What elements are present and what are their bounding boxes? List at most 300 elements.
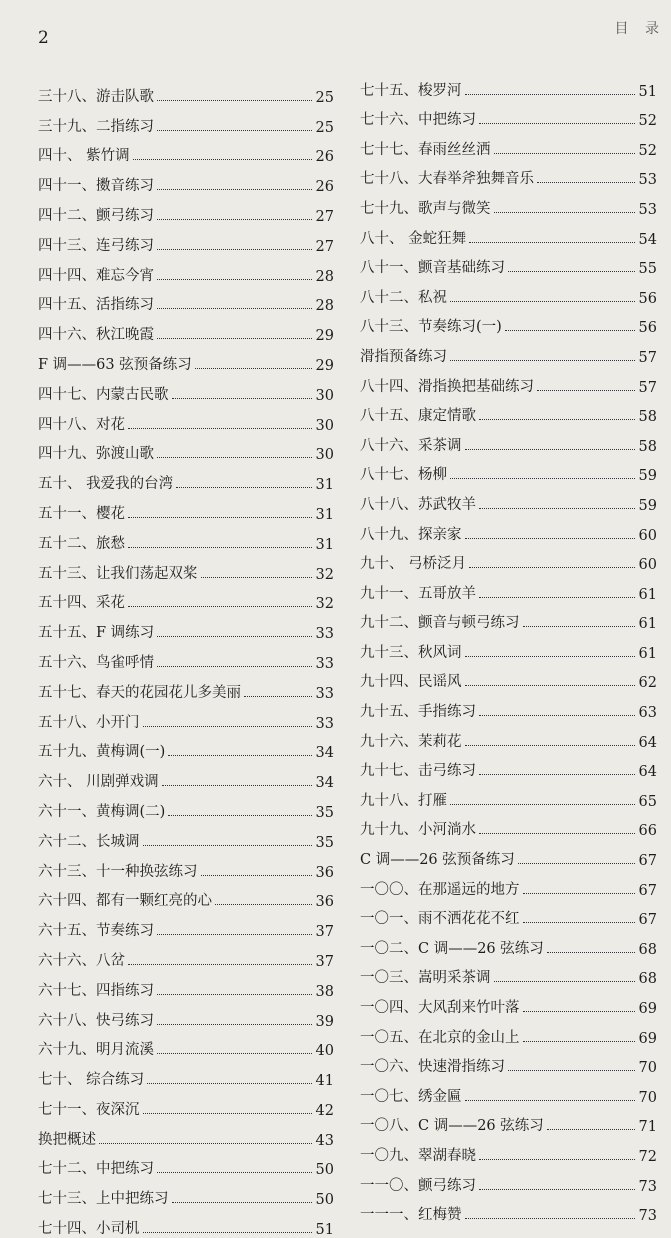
dot-leader xyxy=(465,1218,635,1219)
toc-entry-page: 67 xyxy=(638,882,657,899)
toc-entry-page: 58 xyxy=(638,409,657,426)
toc-entry xyxy=(38,553,334,583)
toc-entry xyxy=(38,195,334,225)
toc-entry-page: 60 xyxy=(638,527,657,544)
toc-entry-title: 六十六、八岔 xyxy=(38,952,125,969)
toc-entry-page: 61 xyxy=(638,645,657,662)
dot-leader xyxy=(465,656,635,657)
toc-entry-title: 八十四、滑指换把基础练习 xyxy=(360,378,534,395)
dot-leader xyxy=(157,666,312,667)
dot-leader xyxy=(479,1159,635,1160)
toc-entry xyxy=(360,810,657,840)
toc-entry-title: 五十六、鸟雀呼情 xyxy=(38,654,154,671)
toc-entry-page: 70 xyxy=(638,1060,657,1077)
dot-leader xyxy=(523,1011,635,1012)
toc-entry xyxy=(38,76,334,106)
toc-entry xyxy=(360,336,657,366)
dot-leader xyxy=(128,964,312,965)
toc-entry-page: 69 xyxy=(638,1030,657,1047)
dot-leader xyxy=(465,94,635,95)
toc-entry xyxy=(38,106,334,136)
toc-entry xyxy=(38,1208,334,1238)
toc-entry-page: 67 xyxy=(638,853,657,870)
toc-entry-page: 25 xyxy=(315,89,334,106)
toc-entry-title: 一〇九、翠湖春晓 xyxy=(360,1147,476,1164)
toc-entry xyxy=(38,940,334,970)
toc-entry-title: 六十一、黄梅调(二) xyxy=(38,803,166,820)
dot-leader xyxy=(128,428,312,429)
toc-entry-page: 33 xyxy=(315,715,334,732)
toc-entry xyxy=(38,612,334,642)
dot-leader xyxy=(201,875,312,876)
toc-entry-title: 九十七、击弓练习 xyxy=(360,763,476,780)
dot-leader xyxy=(469,242,634,243)
dot-leader xyxy=(465,1100,635,1101)
toc-entry-title: 三十八、游击队歌 xyxy=(38,88,154,105)
dot-leader xyxy=(157,934,312,935)
dot-leader xyxy=(157,308,312,309)
toc-entry-page: 55 xyxy=(638,261,657,278)
toc-entry-title: 八十五、康定情歌 xyxy=(360,408,476,425)
toc-entry-title: 四十二、颤弓练习 xyxy=(38,207,154,224)
toc-entry xyxy=(360,780,657,810)
dot-leader xyxy=(518,863,635,864)
toc-entry-page: 62 xyxy=(638,675,657,692)
toc-entry-page: 35 xyxy=(315,834,334,851)
dot-leader xyxy=(523,893,635,894)
toc-entry-page: 51 xyxy=(315,1222,334,1238)
toc-entry-title: 九十四、民谣风 xyxy=(360,674,462,691)
toc-entry-title: 五十四、采花 xyxy=(38,595,125,612)
toc-entry xyxy=(360,1135,657,1165)
dot-leader xyxy=(157,338,312,339)
dot-leader xyxy=(465,449,635,450)
toc-entry-page: 27 xyxy=(315,238,334,255)
dot-leader xyxy=(547,1129,635,1130)
toc-entry xyxy=(38,1149,334,1179)
toc-entry-page: 67 xyxy=(638,912,657,929)
toc-entry-page: 36 xyxy=(315,864,334,881)
toc-entry-page: 32 xyxy=(315,596,334,613)
toc-entry-title: 八十二、私祝 xyxy=(360,289,447,306)
toc-entry-page: 30 xyxy=(315,387,334,404)
toc-entry-title: 一〇二、C 调——26 弦练习 xyxy=(360,940,544,957)
toc-entry-page: 56 xyxy=(638,290,657,307)
toc-entry-title: 四十三、连弓练习 xyxy=(38,237,154,254)
dot-leader xyxy=(133,159,312,160)
toc-entry xyxy=(360,1165,657,1195)
toc-entry-page: 40 xyxy=(315,1043,334,1060)
toc-entry xyxy=(360,159,657,189)
toc-entry-page: 58 xyxy=(638,438,657,455)
toc-entry-page: 29 xyxy=(315,328,334,345)
toc-entry-page: 68 xyxy=(638,971,657,988)
toc-entry-page: 41 xyxy=(315,1073,334,1090)
toc-entry xyxy=(360,603,657,633)
toc-entry xyxy=(360,987,657,1017)
toc-entry xyxy=(38,1030,334,1060)
toc-entry-page: 32 xyxy=(315,566,334,583)
toc-entry-title: 三十九、二指练习 xyxy=(38,118,154,135)
toc-entry xyxy=(360,1017,657,1047)
toc-entry-page: 28 xyxy=(315,268,334,285)
toc-entry-page: 31 xyxy=(315,506,334,523)
toc-entry xyxy=(38,136,334,166)
toc-entry-title: 四十六、秋江晚霞 xyxy=(38,327,154,344)
dot-leader xyxy=(162,785,312,786)
dot-leader xyxy=(176,487,311,488)
running-head: 目 录 xyxy=(614,21,665,37)
toc-entry-page: 57 xyxy=(638,379,657,396)
toc-entry-title: 一〇四、大风刮来竹叶落 xyxy=(360,1000,520,1016)
toc-entry-title: 一〇六、快速滑指练习 xyxy=(360,1059,505,1076)
toc-entry-title: 四十九、弥渡山歌 xyxy=(38,446,154,463)
dot-leader xyxy=(157,457,312,458)
toc-entry-page: 69 xyxy=(638,1001,657,1017)
toc-entry-title: 五十七、春天的花园花儿多美丽 xyxy=(38,684,241,701)
toc-entry xyxy=(360,1106,657,1136)
dot-leader xyxy=(157,249,312,250)
toc-entry xyxy=(360,721,657,751)
toc-entry xyxy=(38,1089,334,1119)
toc-entry xyxy=(360,839,657,869)
toc-entry-title: 九十、 弓桥泛月 xyxy=(360,556,467,573)
toc-entry-title: 六十三、十一种换弦练习 xyxy=(38,863,198,880)
toc-entry-page: 29 xyxy=(315,357,334,374)
toc-entry xyxy=(38,434,334,464)
toc-entry-page: 57 xyxy=(638,349,657,366)
toc-entry-title: 九十六、茉莉花 xyxy=(360,733,462,750)
dot-leader xyxy=(215,904,312,905)
toc-entry-page: 43 xyxy=(315,1132,334,1149)
toc-entry xyxy=(360,100,657,130)
toc-entry-page: 52 xyxy=(638,113,657,130)
toc-entry xyxy=(360,307,657,337)
toc-entry xyxy=(360,248,657,278)
toc-entry-title: 九十一、五哥放羊 xyxy=(360,585,476,602)
toc-entry-page: 65 xyxy=(638,793,657,810)
toc-entry-title: 七十一、夜深沉 xyxy=(38,1101,140,1118)
dot-leader xyxy=(479,508,635,509)
dot-leader xyxy=(479,833,635,834)
toc-entry xyxy=(38,672,334,702)
dot-leader xyxy=(479,123,635,124)
toc-entry-title: 六十七、四指练习 xyxy=(38,982,154,999)
dot-leader xyxy=(157,130,312,131)
toc-entry-page: 72 xyxy=(638,1148,657,1165)
toc-entry-title: 六十、 川剧弹戏调 xyxy=(38,774,159,791)
dot-leader xyxy=(147,1083,311,1084)
toc-entry xyxy=(360,544,657,574)
toc-entry xyxy=(360,632,657,662)
toc-entry-page: 68 xyxy=(638,941,657,958)
dot-leader xyxy=(523,1041,635,1042)
toc-entry-title: 六十九、明月流溪 xyxy=(38,1042,154,1059)
toc-entry xyxy=(360,129,657,159)
toc-entry-page: 28 xyxy=(315,298,334,315)
toc-entry-title: 七十五、梭罗河 xyxy=(360,82,462,99)
toc-entry-page: 59 xyxy=(638,468,657,485)
toc-entry xyxy=(360,277,657,307)
toc-entry xyxy=(360,366,657,396)
dot-leader xyxy=(201,577,312,578)
toc-entry-title: 换把概述 xyxy=(38,1131,96,1148)
toc-entry xyxy=(360,691,657,721)
toc-entry xyxy=(38,642,334,672)
toc-entry xyxy=(38,791,334,821)
dot-leader xyxy=(157,219,312,220)
dot-leader xyxy=(172,1202,312,1203)
dot-leader xyxy=(143,726,312,727)
toc-entry-page: 53 xyxy=(638,201,657,218)
toc-entry-page: 53 xyxy=(638,172,657,189)
toc-entry-page: 42 xyxy=(315,1102,334,1119)
toc-entry xyxy=(38,1059,334,1089)
dot-leader xyxy=(168,755,311,756)
toc-entry-page: 70 xyxy=(638,1089,657,1106)
toc-entry xyxy=(360,455,657,485)
toc-entry xyxy=(360,514,657,544)
toc-entry-title: 六十八、快弓练习 xyxy=(38,1012,154,1029)
toc-entry-title: 四十、 紫竹调 xyxy=(38,148,130,165)
dot-leader xyxy=(465,745,635,746)
toc-entry xyxy=(360,928,657,958)
dot-leader xyxy=(479,419,635,420)
toc-entry xyxy=(360,958,657,988)
toc-entry-title: 一〇一、雨不洒花花不红 xyxy=(360,911,520,928)
dot-leader xyxy=(128,547,312,548)
dot-leader xyxy=(465,685,635,686)
toc-entry xyxy=(360,1195,657,1225)
dot-leader xyxy=(143,845,312,846)
toc-entry xyxy=(38,1119,334,1149)
toc-entry-title: 七十九、歌声与微笑 xyxy=(360,200,491,217)
toc-entry xyxy=(38,732,334,762)
dot-leader xyxy=(450,804,635,805)
dot-leader xyxy=(157,189,312,190)
toc-entry-title: 八十八、苏武牧羊 xyxy=(360,496,476,513)
dot-leader xyxy=(157,1053,312,1054)
toc-entry-page: 63 xyxy=(638,705,657,722)
toc-entry-page: 26 xyxy=(315,149,334,166)
dot-leader xyxy=(157,994,312,995)
toc-entry-title: C 调——26 弦预备练习 xyxy=(360,852,515,869)
toc-entry-page: 30 xyxy=(315,447,334,464)
toc-left-column xyxy=(38,76,334,1238)
toc-entry-title: 九十八、打雁 xyxy=(360,792,447,809)
toc-entry xyxy=(38,970,334,1000)
toc-entry-title: 五十、 我爱我的台湾 xyxy=(38,476,174,493)
toc-entry-page: 37 xyxy=(315,924,334,941)
toc-entry-page: 71 xyxy=(638,1119,657,1136)
toc-entry-title: 八十一、颤音基础练习 xyxy=(360,260,505,277)
toc-entry xyxy=(360,218,657,248)
dot-leader xyxy=(494,153,635,154)
toc-entry-title: 六十四、都有一颗红亮的心 xyxy=(38,893,212,910)
toc-entry-title: 八十三、节奏练习(一) xyxy=(360,319,502,336)
toc-entry-page: 59 xyxy=(638,497,657,514)
dot-leader xyxy=(450,301,635,302)
toc-entry-title: 五十三、让我们荡起双桨 xyxy=(38,565,198,582)
dot-leader xyxy=(450,478,635,479)
toc-entry-title: 七十、 综合练习 xyxy=(38,1072,145,1089)
toc-entry-title: 七十七、春雨丝丝洒 xyxy=(360,141,491,158)
toc-entry xyxy=(360,751,657,781)
toc-entry xyxy=(360,1047,657,1077)
toc-entry xyxy=(38,285,334,315)
toc-entry-title: 一〇五、在北京的金山上 xyxy=(360,1029,520,1046)
dot-leader xyxy=(494,981,635,982)
toc-entry-title: 一一一、红梅赞 xyxy=(360,1207,462,1224)
toc-entry-page: 61 xyxy=(638,586,657,603)
dot-leader xyxy=(157,1024,312,1025)
toc-entry-page: 33 xyxy=(315,685,334,702)
toc-entry-title: 九十三、秋风词 xyxy=(360,644,462,661)
dot-leader xyxy=(157,100,312,101)
toc-entry-page: 31 xyxy=(315,536,334,553)
toc-entry-title: 一〇〇、在那遥远的地方 xyxy=(360,881,520,898)
toc-entry-page: 27 xyxy=(315,208,334,225)
toc-entry xyxy=(38,404,334,434)
toc-entry-title: 滑指预备练习 xyxy=(360,348,447,365)
toc-entry-page: 56 xyxy=(638,320,657,337)
toc-entry-title: 一〇七、绣金匾 xyxy=(360,1088,462,1105)
toc-entry-page: 66 xyxy=(638,823,657,840)
toc-entry xyxy=(38,583,334,613)
toc-entry xyxy=(38,374,334,404)
toc-entry xyxy=(38,255,334,285)
toc-entry xyxy=(360,662,657,692)
dot-leader xyxy=(523,626,635,627)
toc-entry-title: 四十一、擞音练习 xyxy=(38,178,154,195)
toc-entry-title: 六十五、节奏练习 xyxy=(38,923,154,940)
toc-entry xyxy=(38,523,334,553)
toc-entry-page: 61 xyxy=(638,616,657,633)
dot-leader xyxy=(479,597,635,598)
dot-leader xyxy=(479,774,635,775)
dot-leader xyxy=(450,360,635,361)
toc-entry-title: 五十二、旅愁 xyxy=(38,535,125,552)
dot-leader xyxy=(244,696,312,697)
toc-entry-title: 七十八、大春举斧独舞音乐 xyxy=(360,171,534,188)
dot-leader xyxy=(168,815,311,816)
toc-entry xyxy=(38,344,334,374)
toc-entry xyxy=(38,225,334,255)
toc-entry-title: 八十六、采茶调 xyxy=(360,437,462,454)
toc-entry xyxy=(38,910,334,940)
toc-entry-page: 50 xyxy=(315,1162,334,1179)
toc-entry xyxy=(38,463,334,493)
dot-leader xyxy=(157,1172,312,1173)
dot-leader xyxy=(508,271,635,272)
toc-entry-page: 64 xyxy=(638,734,657,751)
toc-entry-title: 五十八、小开门 xyxy=(38,714,140,731)
dot-leader xyxy=(523,922,635,923)
toc-entry-page: 36 xyxy=(315,894,334,911)
toc-entry-title: 一〇三、嵩明采茶调 xyxy=(360,970,491,987)
toc-entry xyxy=(38,702,334,732)
toc-entry xyxy=(38,821,334,851)
toc-entry-title: 七十三、上中把练习 xyxy=(38,1191,169,1208)
toc-entry-title: 一一〇、颤弓练习 xyxy=(360,1177,476,1194)
toc-entry xyxy=(360,425,657,455)
toc-entry-title: 五十九、黄梅调(一) xyxy=(38,744,166,761)
toc-entry-title: 四十五、活指练习 xyxy=(38,297,154,314)
toc-entry-page: 50 xyxy=(315,1192,334,1209)
toc-entry-page: 34 xyxy=(315,745,334,762)
toc-entry xyxy=(360,396,657,426)
toc-entry-page: 51 xyxy=(638,83,657,100)
toc-entry-title: 七十六、中把练习 xyxy=(360,112,476,129)
toc-entry-page: 34 xyxy=(315,775,334,792)
toc-entry-title: 八十九、探亲家 xyxy=(360,526,462,543)
dot-leader xyxy=(157,636,311,637)
toc-entry-page: 25 xyxy=(315,119,334,136)
dot-leader xyxy=(479,1189,635,1190)
toc-entry-page: 26 xyxy=(315,179,334,196)
toc-entry-page: 64 xyxy=(638,764,657,781)
toc-entry-title: F 调——63 弦预备练习 xyxy=(38,356,192,373)
toc-entry-title: 七十二、中把练习 xyxy=(38,1161,154,1178)
toc-entry-title: 九十九、小河淌水 xyxy=(360,822,476,839)
toc-entry-page: 30 xyxy=(315,417,334,434)
toc-entry-title: 一〇八、C 调——26 弦练习 xyxy=(360,1118,544,1135)
dot-leader xyxy=(128,517,312,518)
toc-entry-page: 37 xyxy=(315,953,334,970)
toc-entry xyxy=(38,165,334,195)
dot-leader xyxy=(479,715,635,716)
toc-entry xyxy=(38,851,334,881)
dot-leader xyxy=(99,1143,312,1144)
dot-leader xyxy=(469,567,634,568)
toc-entry xyxy=(360,1076,657,1106)
toc-entry-page: 33 xyxy=(315,626,334,643)
dot-leader xyxy=(505,330,635,331)
dot-leader xyxy=(143,1113,312,1114)
dot-leader xyxy=(547,952,635,953)
toc-entry-page: 52 xyxy=(638,142,657,159)
toc-entry xyxy=(38,493,334,523)
toc-entry xyxy=(360,70,657,100)
toc-entry-title: 九十五、手指练习 xyxy=(360,704,476,721)
toc-entry-page: 35 xyxy=(315,804,334,821)
toc-entry-title: 四十四、难忘今宵 xyxy=(38,267,154,284)
toc-entry xyxy=(360,573,657,603)
dot-leader xyxy=(128,606,312,607)
toc-entry-title: 四十八、对花 xyxy=(38,416,125,433)
dot-leader xyxy=(508,1070,635,1071)
toc-entry-title: 五十五、F 调练习 xyxy=(38,625,155,642)
toc-entry xyxy=(360,188,657,218)
dot-leader xyxy=(157,279,312,280)
toc-right-column xyxy=(360,70,657,1224)
dot-leader xyxy=(143,1232,312,1233)
toc-entry xyxy=(38,1178,334,1208)
toc-entry-page: 60 xyxy=(638,557,657,574)
dot-leader xyxy=(537,390,635,391)
dot-leader xyxy=(465,538,635,539)
toc-entry-title: 六十二、长城调 xyxy=(38,833,140,850)
toc-entry-title: 七十四、小司机 xyxy=(38,1221,140,1238)
toc-entry xyxy=(360,899,657,929)
toc-entry-title: 四十七、内蒙古民歌 xyxy=(38,386,169,403)
toc-entry-title: 五十一、樱花 xyxy=(38,505,125,522)
toc-entry-page: 31 xyxy=(315,477,334,494)
toc-entry-title: 八十、 金蛇狂舞 xyxy=(360,230,467,247)
toc-entry-page: 54 xyxy=(638,231,657,248)
toc-entry xyxy=(38,881,334,911)
toc-entry-title: 九十二、颤音与顿弓练习 xyxy=(360,615,520,632)
